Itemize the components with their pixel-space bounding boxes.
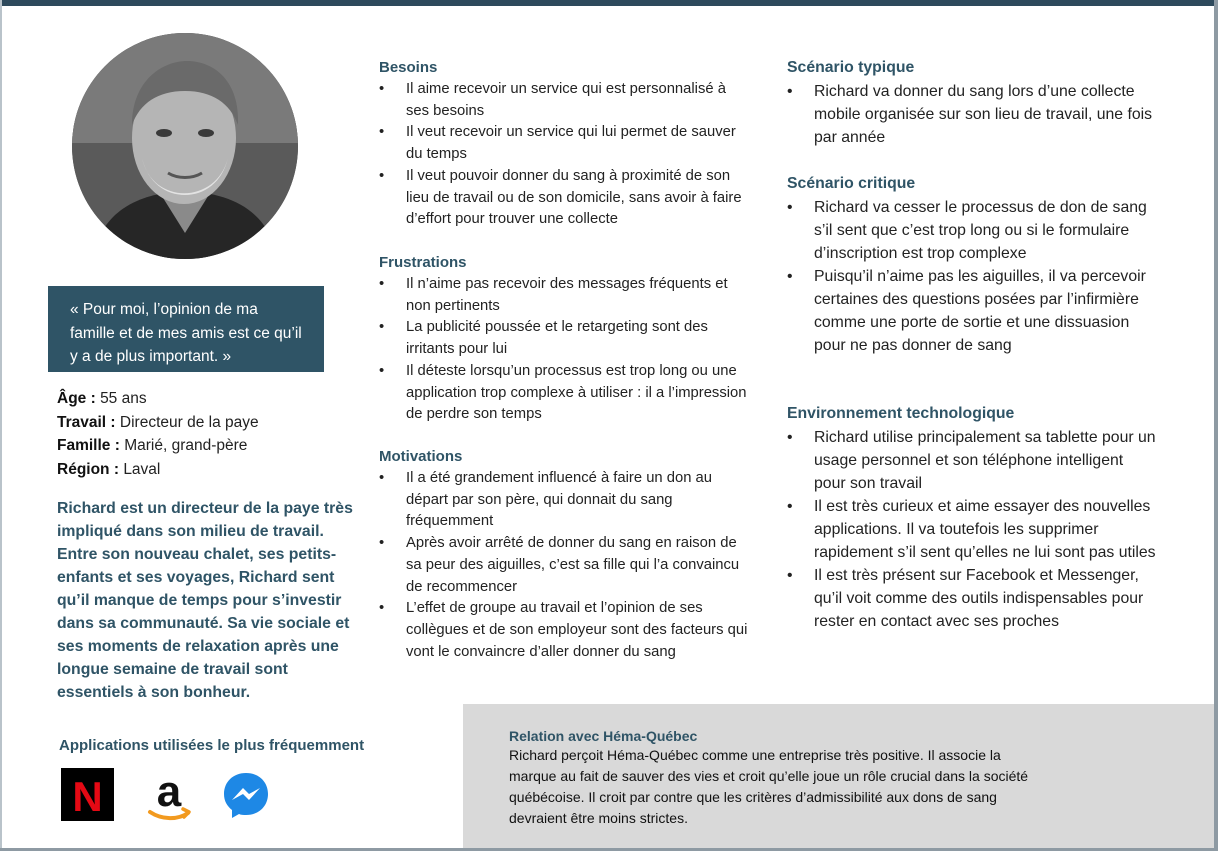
section-environnement xyxy=(787,404,1157,633)
fact-region xyxy=(57,458,259,482)
relation-title: Relation avec Héma-Québec xyxy=(509,728,698,744)
section-title: Scénario typique xyxy=(787,59,915,76)
list-item: • Il déteste lorsqu’un processus est trop long ou une application trop complexe à utiliser : il a l’impression de perdre son temps xyxy=(379,361,749,426)
list-item: • Il a été grandement influencé à faire un don au départ par son père, qui donnait du sang fréquemment xyxy=(379,468,749,533)
list-item: • L’effet de groupe au travail et l’opinion de ses collègues et de son employeur sont des facteurs qui vont le convaincre d’aller donner du sang xyxy=(379,598,749,663)
fact-value: Directeur de la paye xyxy=(119,413,259,431)
fact-label: Âge : xyxy=(57,390,96,407)
top-bar xyxy=(0,0,1218,6)
section-scenario-typique xyxy=(787,58,1157,149)
list-item: • Il veut pouvoir donner du sang à proximité de son lieu de travail ou de son domicile, sans avoir à faire d’effort pour trouver une collecte xyxy=(379,166,749,231)
amazon-glyph: a xyxy=(156,770,182,816)
fact-age xyxy=(57,387,259,411)
section-title: Environnement technologique xyxy=(787,405,1015,422)
section-scenario-critique xyxy=(787,174,1157,357)
list-item: • Il est très présent sur Facebook et Messenger, qu’il voit comme des outils indispensables pour rester en contact avec ses proches xyxy=(787,564,1157,633)
netflix-glyph: N xyxy=(72,773,103,820)
list-item: • Il veut recevoir un service qui lui permet de sauver du temps xyxy=(379,122,749,165)
fact-value: Marié, grand-père xyxy=(124,437,248,454)
section-title: Motivations xyxy=(379,448,463,465)
list-item: • Richard va donner du sang lors d’une collecte mobile organisée sur son lieu de travail, une fois par année xyxy=(787,80,1157,149)
fact-label: Région : xyxy=(57,460,119,478)
messenger-icon xyxy=(221,770,271,820)
fact-famille xyxy=(57,434,259,458)
list-item: • Il aime recevoir un service qui est personnalisé à ses besoins xyxy=(379,79,749,122)
section-besoins xyxy=(379,58,749,231)
fact-value: 55 ans xyxy=(100,390,147,407)
list-item: • Il n’aime pas recevoir des messages fréquents et non pertinents xyxy=(379,274,749,317)
netflix-icon xyxy=(61,768,114,821)
fact-label: Famille : xyxy=(57,437,120,454)
fact-label: Travail : xyxy=(57,413,116,431)
section-frustrations xyxy=(379,253,749,426)
section-title: Scénario critique xyxy=(787,175,916,192)
list-item: • Il est très curieux et aime essayer des nouvelles applications. Il va toutefois les supprimer rapidement s’il sent qu’elles ne lui sont pas utiles xyxy=(787,495,1157,564)
list-item: • La publicité poussée et le retargeting sont des irritants pour lui xyxy=(379,317,749,360)
persona-photo xyxy=(72,33,298,259)
section-motivations xyxy=(379,447,749,663)
apps-title: Applications utilisées le plus fréquemment xyxy=(59,737,365,754)
frame-left xyxy=(0,0,2,851)
section-title: Frustrations xyxy=(379,254,467,271)
relation-text: Richard perçoit Héma-Québec comme une entreprise très positive. Il associe la marque au fait de sauver des vies et croit qu’elle joue un rôle crucial dans la société québécoise. Il croit par contre que les critères d’admissibilité aux dons de sang devraient être moins strictes. xyxy=(509,747,1029,826)
persona-bio: Richard est un directeur de la paye très impliqué dans son milieu de travail. Entre son nouveau chalet, ses petits-enfants et ses voyages, Richard sent qu’il manque de temps pour s’investir dans sa communauté. Sa vie sociale et ses moments de relaxation après une longue semaine de travail sont essentiels à son bonheur. xyxy=(57,500,353,701)
amazon-icon xyxy=(142,770,196,824)
list-item: • Puisqu’il n’aime pas les aiguilles, il va percevoir certaines des questions posées par l’infirmière comme une porte de sortie et une dissuasion pour ne pas donner de sang xyxy=(787,265,1157,357)
fact-value: Laval xyxy=(123,460,161,478)
fact-travail xyxy=(57,411,259,435)
relation-box xyxy=(463,704,1214,848)
persona-facts xyxy=(57,387,259,481)
list-item: • Richard utilise principalement sa tablette pour un usage personnel et son téléphone intelligent pour son travail xyxy=(787,426,1157,495)
frame-right xyxy=(1214,0,1218,851)
persona-quote: « Pour moi, l’opinion de ma famille et de mes amis est ce qu’il y a de plus important. » xyxy=(48,286,324,372)
list-item: • Après avoir arrêté de donner du sang en raison de sa peur des aiguilles, c’est sa fille qui l’a convaincu de recommencer xyxy=(379,533,749,598)
list-item: • Richard va cesser le processus de don de sang s’il sent que c’est trop long ou si le formulaire d’inscription est trop complexe xyxy=(787,196,1157,265)
section-title: Besoins xyxy=(379,59,438,76)
